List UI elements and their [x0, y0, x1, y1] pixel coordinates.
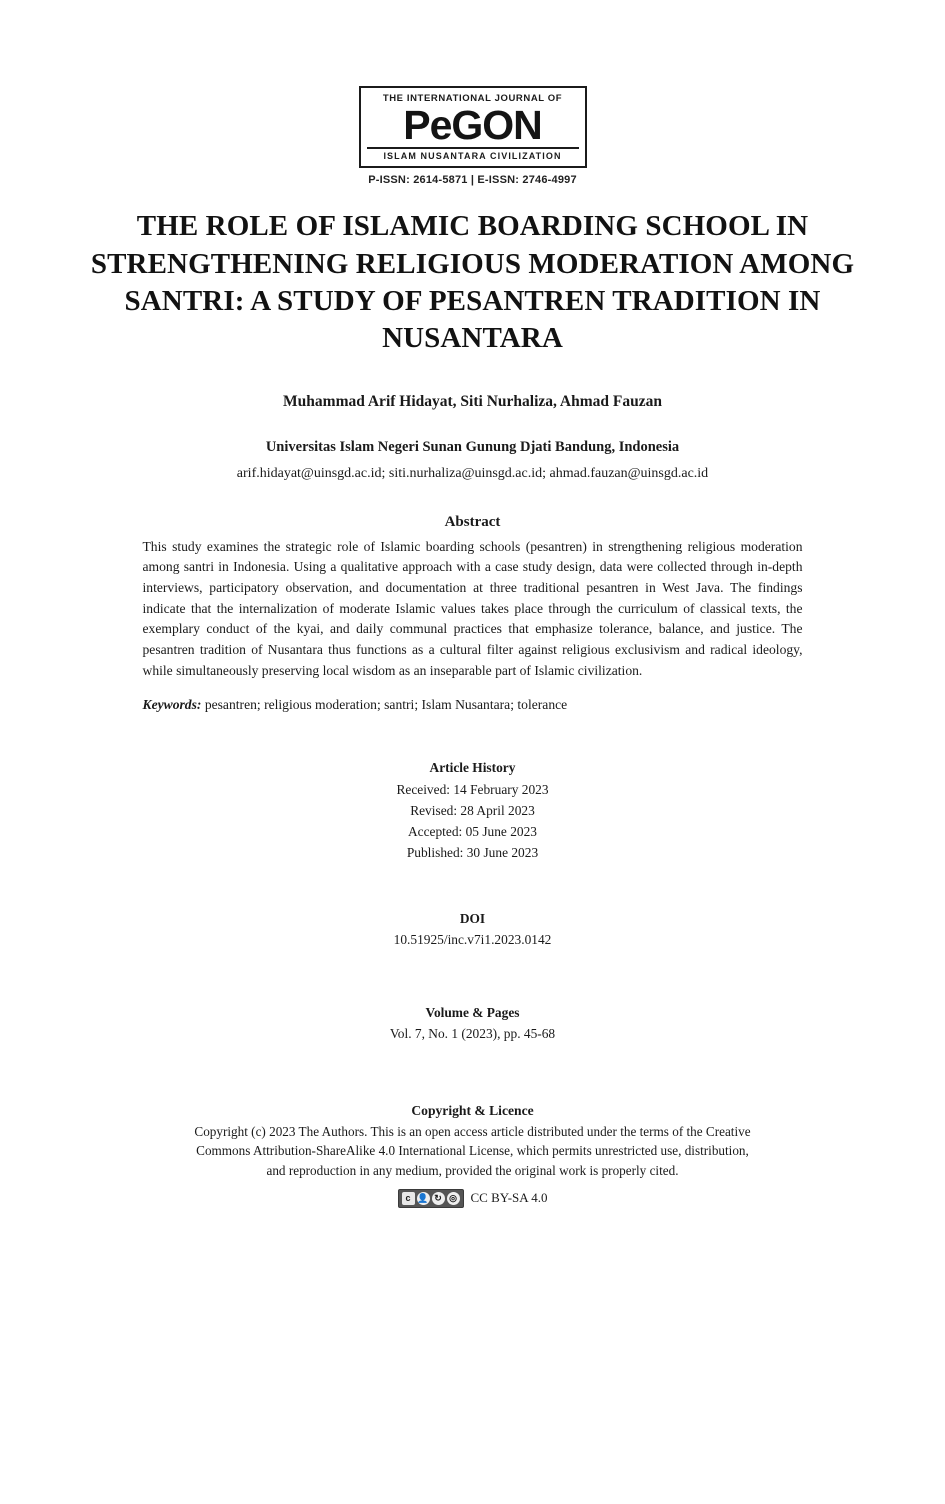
keywords-row — [143, 695, 803, 715]
doi-block — [223, 909, 723, 951]
journal-masthead — [359, 86, 587, 168]
page-title: THE ROLE OF ISLAMIC BOARDING SCHOOL IN STRENGTHENING RELIGIOUS MODERATION AMONG SANTRI: A STUDY OF PESANTREN TRADITION IN NUSANTARA — [90, 210, 855, 354]
licence-block — [193, 1103, 753, 1208]
author-emails: arif.hidayat@uinsgd.ac.id; siti.nurhaliza@uinsgd.ac.id; ahmad.fauzan@uinsgd.ac.id — [236, 465, 709, 481]
author-names: Muhammad Arif Hidayat, Siti Nurhaliza, Ahmad Fauzan — [283, 392, 662, 410]
author-affiliation: Universitas Islam Negeri Sunan Gunung Djati Bandung, Indonesia — [265, 439, 680, 456]
journal-cover-page — [0, 86, 945, 1504]
licence-text: Copyright (c) 2023 The Authors. This is an open access article distributed under the terms of the Creative Commons Attribution-ShareAlike 4.0 International License, which permits unrestricted use, distribution, and reproduction in any medium, provided the original work is properly cited. — [194, 1123, 751, 1179]
keywords-label: Keywords: — [142, 697, 202, 713]
licence-badge-label: CC BY-SA 4.0 — [470, 1190, 548, 1206]
doi-value[interactable]: 10.51925/inc.v7i1.2023.0142 — [393, 932, 552, 948]
creative-commons-icon[interactable] — [398, 1189, 464, 1208]
abstract-section — [143, 514, 803, 716]
keywords-value: pesantren; religious moderation; santri; Islam Nusantara; tolerance — [204, 697, 568, 713]
masthead-top-line: THE INTERNATIONAL JOURNAL OF — [382, 93, 563, 104]
creative-commons-row[interactable] — [193, 1189, 753, 1208]
article-accepted-date: Accepted: 05 June 2023 — [407, 823, 538, 839]
volume-pages-value: Vol. 7, No. 1 (2023), pp. 45-68 — [389, 1025, 556, 1041]
title-block — [78, 208, 868, 356]
masthead-journal-name: PeGON — [403, 101, 542, 148]
licence-heading: Copyright & Licence — [411, 1102, 534, 1118]
abstract-text: This study examines the strategic role of Islamic boarding schools (pesantren) in strengthening religious moderation among santri in Indonesia. Using a qualitative approach with a case study design, data were collected through in-depth interviews, participatory observation, and documentation at three traditional pesantren in West Java. The findings indicate that the internalization of moderate Islamic values takes place through the curriculum of classical texts, the exemplary conduct of the kyai, and daily communal practices that emphasize tolerance, balance, and justice. The pesantren tradition of Nusantara thus functions as a cultural filter against religious exclusivism and radical ideology, while simultaneously preserving local wisdom as an inseparable part of Islamic civilization. — [142, 538, 803, 678]
article-history-block — [263, 758, 683, 864]
cc-sa-mark: ↻ — [432, 1192, 445, 1205]
cc-logo-mark: c — [402, 1192, 415, 1205]
article-received-date: Received: 14 February 2023 — [396, 782, 549, 798]
author-block — [123, 391, 823, 484]
article-history-heading: Article History — [429, 759, 516, 775]
cc-by-mark: 👤 — [417, 1192, 429, 1203]
volume-pages-block — [223, 1003, 723, 1045]
doi-heading: DOI — [459, 911, 486, 927]
cc-open-mark: ◎ — [447, 1192, 460, 1205]
masthead-divider — [367, 147, 579, 149]
masthead-subtitle: ISLAM NUSANTARA CIVILIZATION — [383, 151, 562, 162]
abstract-heading: Abstract — [444, 513, 501, 530]
issn-line: P-ISSN: 2614-5871 | E-ISSN: 2746-4997 — [368, 174, 577, 187]
article-published-date: Published: 30 June 2023 — [406, 844, 539, 860]
volume-pages-heading: Volume & Pages — [425, 1004, 520, 1020]
article-revised-date: Revised: 28 April 2023 — [410, 803, 535, 819]
